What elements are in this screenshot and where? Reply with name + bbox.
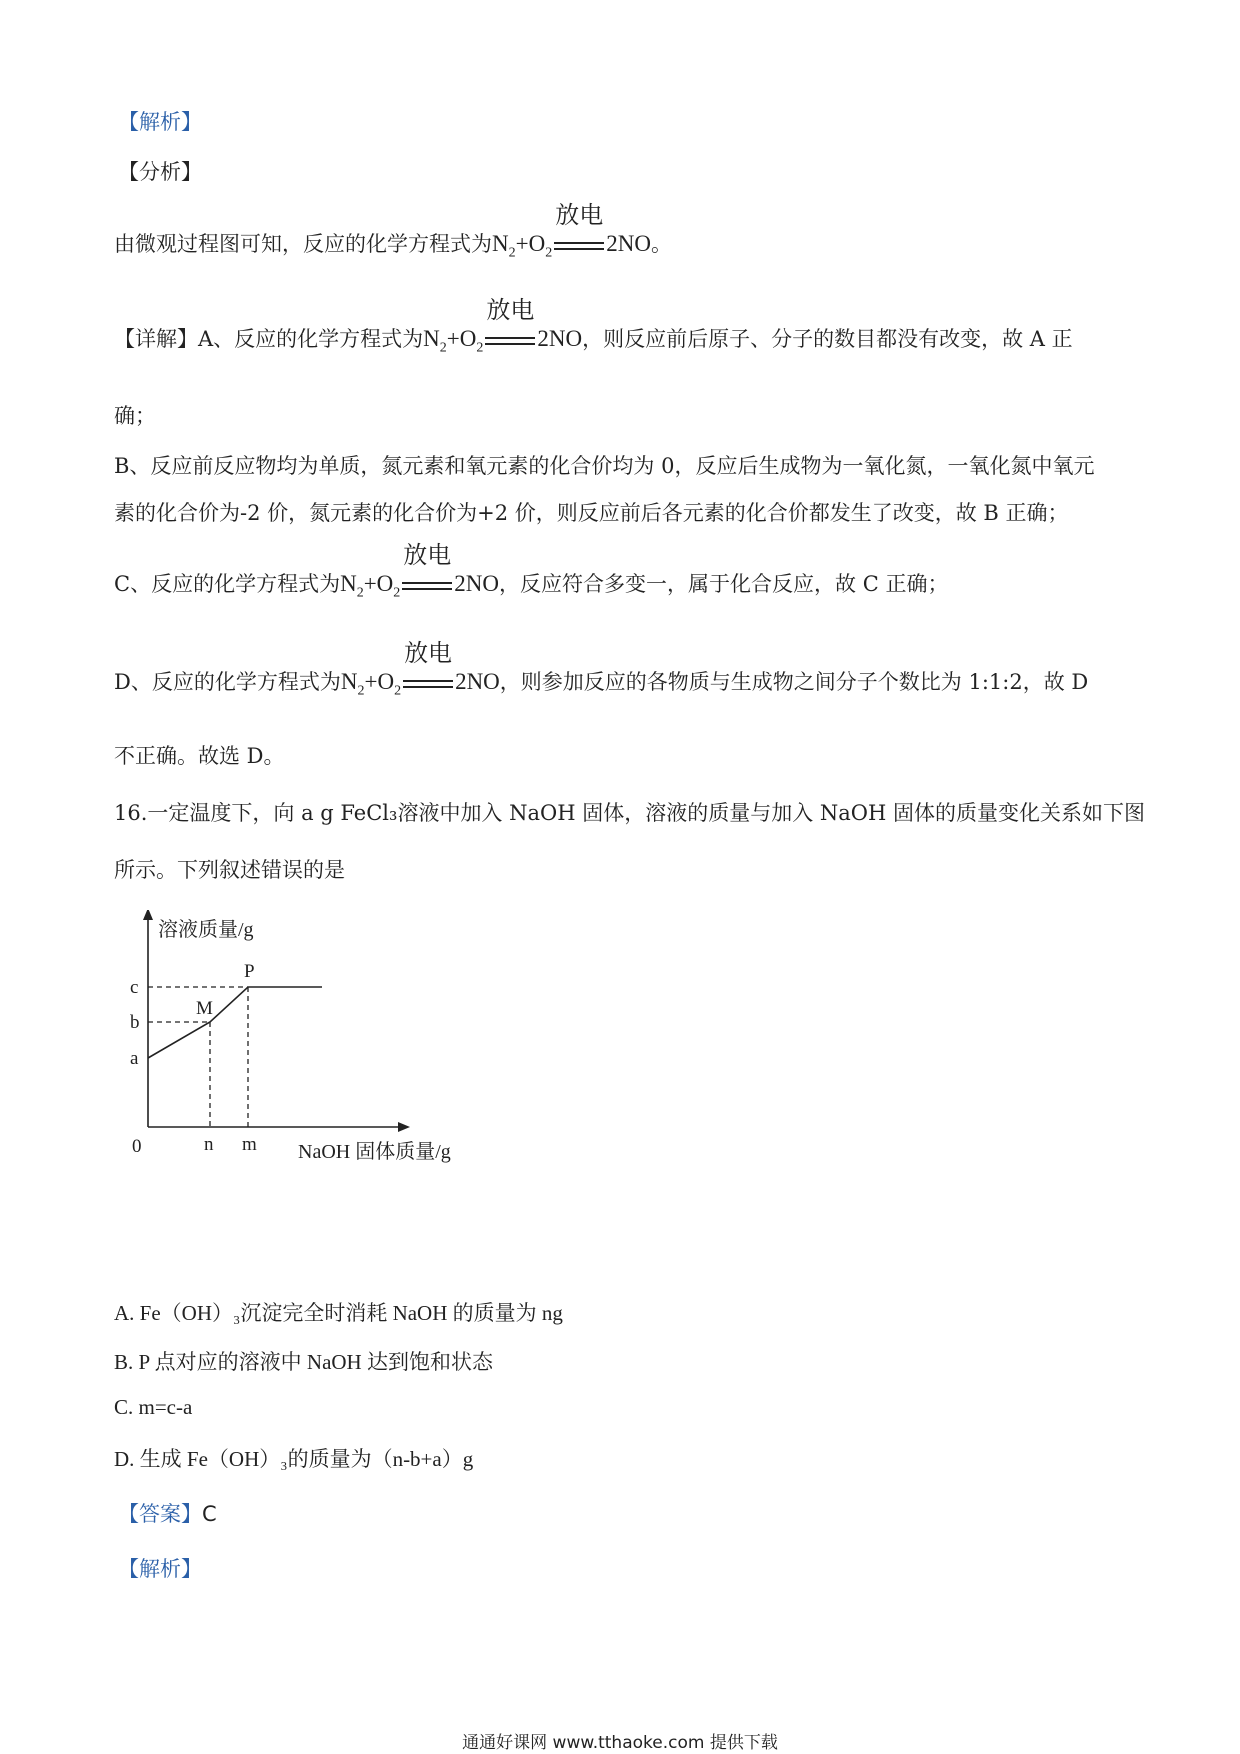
detail-b-line1: B、反应前反应物均为单质，氮元素和氧元素的化合价均为 0，反应后生成物为一氧化氮，一氧化氮中氧元 [114, 454, 1095, 478]
section-jiexi-heading: 【解析】 [118, 110, 202, 134]
x-tick-label: m [242, 1134, 257, 1155]
point-label-m: M [196, 998, 213, 1019]
question-16-line2: 所示。下列叙述错误的是 [114, 858, 345, 882]
option-c: C. m=c-a [114, 1395, 193, 1419]
answer-value: C [202, 1502, 217, 1526]
series-line [148, 987, 322, 1058]
detail-b-line2: 素的化合价为-2 价，氮元素的化合价为+2 价，则反应前后各元素的化合价都发生了改变，故 B 正确； [114, 501, 1069, 525]
detail-d-continuation: 不正确。故选 D。 [114, 744, 285, 768]
y-axis-arrow [143, 910, 153, 920]
option-b: B. P 点对应的溶液中 NaOH 达到饱和状态 [114, 1350, 493, 1374]
analysis-prefix: 由微观过程图可知，反应的化学方程式为 [114, 232, 492, 256]
y-tick-label: a [130, 1048, 139, 1069]
y-tick-label: c [130, 977, 139, 998]
y-axis-label: 溶液质量/g [158, 919, 254, 941]
x-tick-label: n [204, 1134, 214, 1155]
detail-c-line: C、反应的化学方程式为$N_2+O_2$ 放电 2NO，反应符合多变一，属于化合反应，故 C 正确； [114, 543, 949, 601]
detail-d-line: D、反应的化学方程式为$N_2+O_2$ 放电 2NO，则参加反应的各物质与生成物之间分子个数比为 1:1:2，故 D [114, 641, 1089, 699]
equation: $N_2+O_2$ 放电 2NO [492, 231, 651, 256]
equation: $N_2+O_2$ 放电 2NO [423, 298, 583, 356]
x-axis-arrow [398, 1122, 410, 1132]
answer-tag: 【答案】 [118, 1502, 202, 1526]
y-tick-label: b [130, 1012, 140, 1033]
equation: $N_2+O_2$ 放电 2NO [340, 543, 500, 601]
equation: $N_2+O_2$ 放电 2NO [340, 641, 500, 699]
origin-label: 0 [132, 1136, 142, 1157]
x-axis-label: NaOH 固体质量/g [298, 1141, 451, 1163]
section-jiexi-heading-2: 【解析】 [118, 1557, 202, 1581]
option-d: D. 生成 Fe（OH）₃的质量为（n-b+a）g [114, 1447, 474, 1471]
option-a: A. Fe（OH）₃沉淀完全时消耗 NaOH 的质量为 ng [114, 1301, 563, 1325]
detail-a-continuation: 确； [114, 404, 156, 428]
footer-source: 通通好课网 www.tthaoke.com 提供下载 [462, 1733, 778, 1753]
answer-line [118, 1498, 217, 1528]
solution-mass-chart [120, 910, 520, 1190]
point-label-p: P [244, 961, 255, 982]
detail-a-line: 【详解】A、反应的化学方程式为$N_2+O_2$ 放电 2NO，则反应前后原子、分子的数目都没有改变，故 A 正 [114, 298, 1073, 356]
section-fenxi-heading: 【分析】 [118, 160, 202, 184]
equation-condition: 放电 [555, 203, 604, 229]
analysis-line: 由微观过程图可知，反应的化学方程式为$N_2+O_2$ 放电 2NO。 [114, 228, 672, 262]
detail-tag: 【详解】 [114, 327, 198, 351]
equation-double-bar [554, 242, 604, 250]
question-16-line1: 16.一定温度下，向 a g FeCl₃溶液中加入 NaOH 固体，溶液的质量与加入 NaOH 固体的质量变化关系如下图 [114, 801, 1145, 825]
